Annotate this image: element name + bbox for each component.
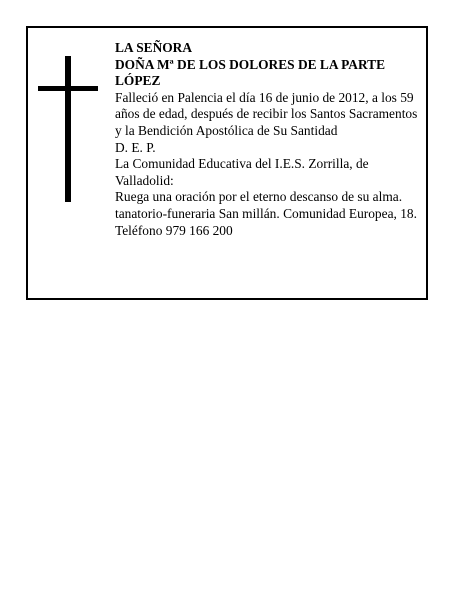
- cross-horizontal-bar: [38, 86, 98, 91]
- deceased-name: DOÑA Mª DE LOS DOLORES DE LA PARTE LÓPEZ: [115, 56, 386, 89]
- obituary-notice: [26, 26, 428, 300]
- cross-icon: [38, 56, 100, 202]
- cross-vertical-bar: [65, 56, 71, 202]
- funeral-home-text: tanatorio-funeraria San millán. Comunidad Europea, 18. Teléfono 979 166 200: [115, 205, 417, 238]
- notice-text: [115, 40, 420, 239]
- death-details: Falleció en Palencia el día 16 de junio de 2012, a los 59 años de edad, después de recibir los Santos Sacramentos y la Bendición Apostólica de Su Santidad: [115, 89, 418, 138]
- notice-heading: LA SEÑORA: [115, 40, 193, 55]
- prayer-text: Ruega una oración por el eterno descanso de su alma.: [115, 189, 403, 205]
- rip-text: D. E. P.: [115, 139, 156, 155]
- community-text: La Comunidad Educativa del I.E.S. Zorrilla, de Valladolid:: [115, 156, 369, 188]
